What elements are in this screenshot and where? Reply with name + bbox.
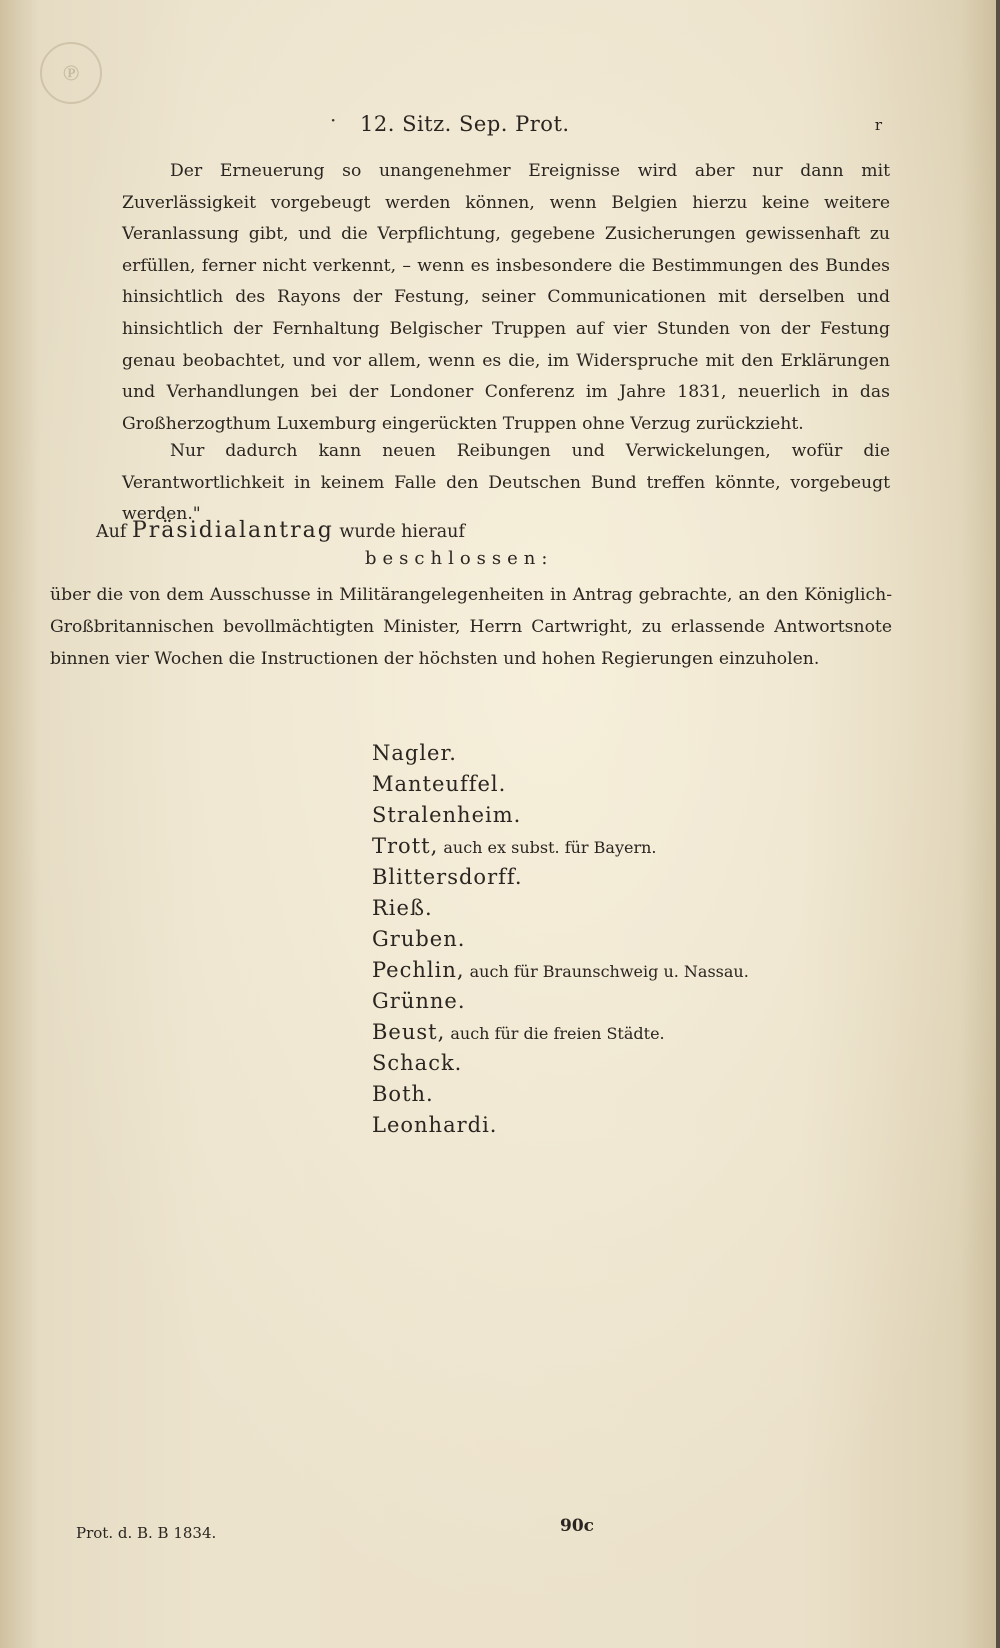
signature-entry <box>372 924 749 955</box>
signatory-note: auch ex subst. für Bayern. <box>443 838 657 857</box>
signatory-note: auch für die freien Städte. <box>450 1024 665 1043</box>
signature-entry <box>372 955 749 986</box>
signatory-name: Both. <box>372 1082 434 1106</box>
signature-entry <box>372 986 749 1017</box>
signatory-name: Pechlin, <box>372 958 465 982</box>
page-header <box>0 108 1000 138</box>
motion-prefix: Auf <box>96 522 127 542</box>
signatory-name: Trott, <box>372 834 439 858</box>
signatory-name: Gruben. <box>372 927 466 951</box>
signatory-name: Blittersdorff. <box>372 865 523 889</box>
signature-list <box>372 738 749 1141</box>
signatory-name: Grünne. <box>372 989 466 1013</box>
signature-entry <box>372 831 749 862</box>
motion-line <box>96 518 465 543</box>
signature-entry <box>372 862 749 893</box>
body-paragraph-1: Der Erneuerung so unangenehmer Ereignisse wird aber nur dann mit Zuverlässigkeit vorgebeugt werden können, wenn Belgien hierzu keine weitere Veranlassung gibt, und die Verpflichtung, gegebene Zusicherungen gewissenhaft zu erfüllen, ferner nicht verkennt, – wenn es insbesondere die Bestimmungen des Bundes hinsichtlich des Rayons der Festung, seiner Communicationen mit derselben und hinsichtlich der Fernhaltung Belgischer Truppen auf vier Stunden von der Festung genau beobachtet, und vor allem, wenn es die, im Widerspruche mit den Erklärungen und Verhandlungen bei der Londoner Conferenz im Jahre 1831, neuerlich in das Großherzogthum Luxemburg eingerückten Truppen ohne Verzug zurückzieht. <box>122 161 890 434</box>
resolved-label: beschlossen: <box>365 548 554 569</box>
signature-entry <box>372 738 749 769</box>
signature-entry <box>372 1079 749 1110</box>
page-edge <box>996 0 1000 1648</box>
resolution-text: über die von dem Ausschusse in Militärangelegenheiten in Antrag gebrachte, an den Königlich-Großbritannischen bevollmächtigten Minister, Herrn Cartwright, zu erlassende Antwortsnote binnen vier Wochen die Instructionen der höchsten und hohen Regierungen einzuholen. <box>50 585 892 669</box>
header-bullet: · <box>330 108 337 132</box>
signature-entry <box>372 893 749 924</box>
signature-entry <box>372 800 749 831</box>
body-paragraph-2: Nur dadurch kann neuen Reibungen und Verwickelungen, wofür die Verantwortlichkeit in keinem Falle den Deutschen Bund treffen könnte, vorgebeugt werden." <box>122 441 890 525</box>
motion-suffix: wurde hierauf <box>339 522 465 542</box>
footer-reference: Prot. d. B. B 1834. <box>76 1524 217 1542</box>
signatory-name: Schack. <box>372 1051 463 1075</box>
motion-emphasis: Präsidialantrag <box>131 518 334 543</box>
signatory-name: Stralenheim. <box>372 803 522 827</box>
page-number: 90c <box>560 1516 595 1536</box>
signature-entry <box>372 769 749 800</box>
signature-entry <box>372 1017 749 1048</box>
signatory-note: auch für Braunschweig u. Nassau. <box>469 962 749 981</box>
signatory-name: Rieß. <box>372 896 433 920</box>
signature-letter: r <box>874 116 882 134</box>
signatory-name: Leonhardi. <box>372 1113 498 1137</box>
signatory-name: Nagler. <box>372 741 457 765</box>
signatory-name: Manteuffel. <box>372 772 507 796</box>
library-stamp-icon: ℗ <box>40 42 102 104</box>
signatory-name: Beust, <box>372 1020 446 1044</box>
running-title: 12. Sitz. Sep. Prot. <box>360 112 570 136</box>
signature-entry <box>372 1048 749 1079</box>
signature-entry <box>372 1110 749 1141</box>
